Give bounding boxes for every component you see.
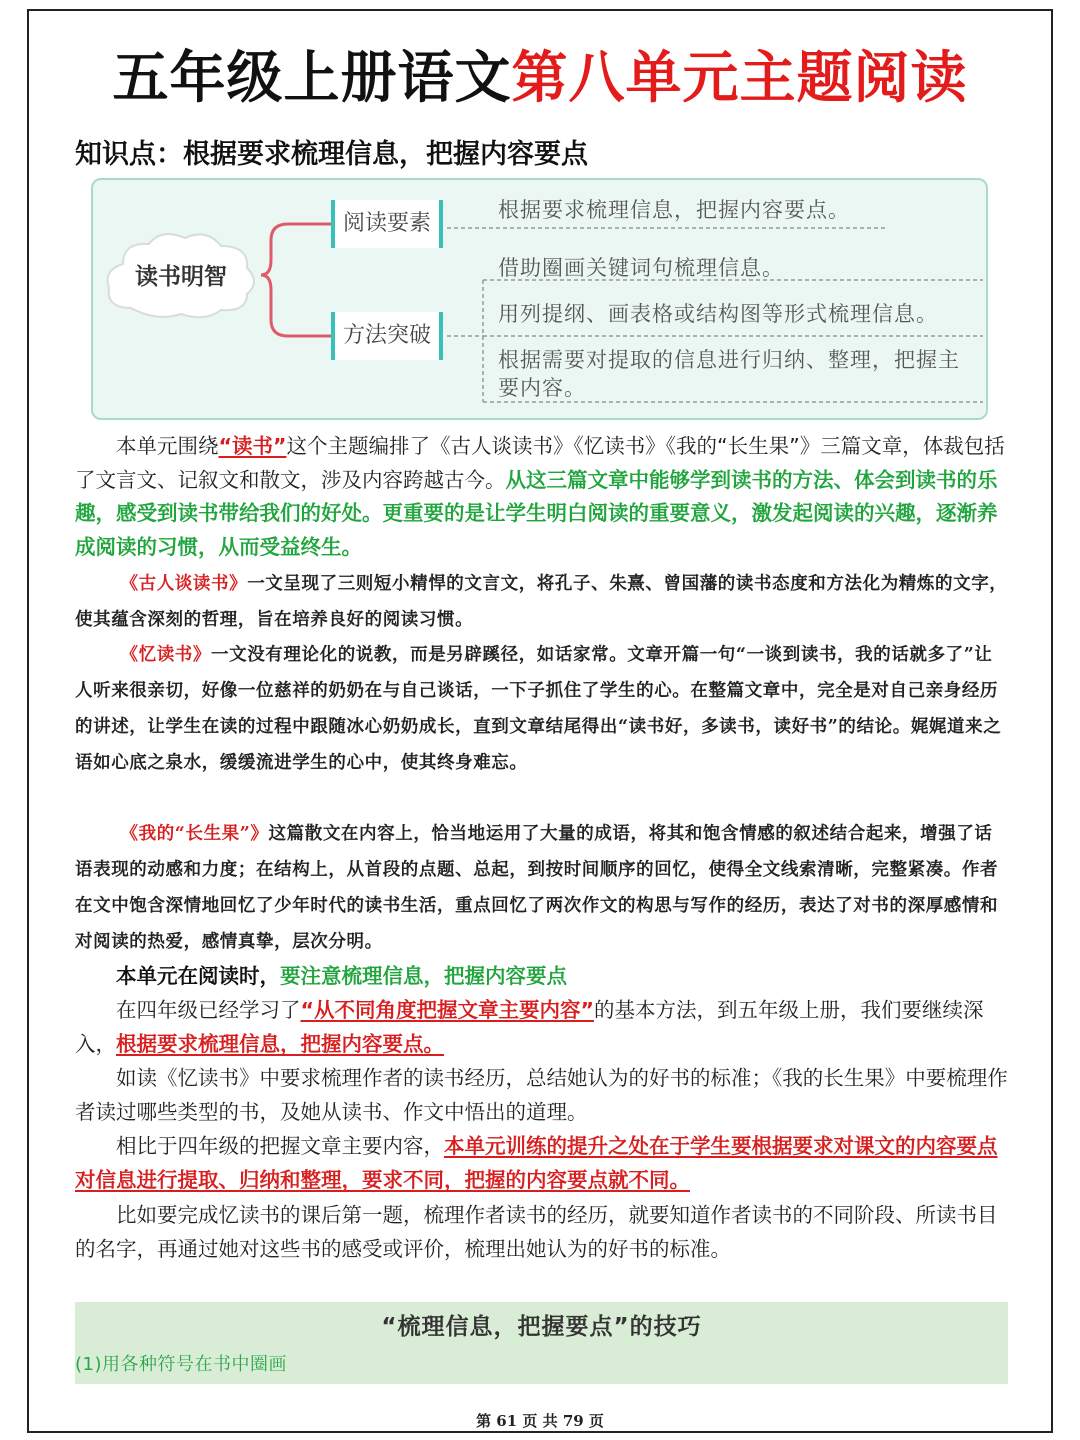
tips-title: “梳理信息，把握要点”的技巧: [381, 1314, 702, 1340]
text-title: 《古人谈读书》: [120, 574, 248, 594]
intro-text: 本单元围绕: [116, 434, 219, 458]
text-title: 《忆读书》: [120, 645, 211, 665]
example-paragraph: 如读《忆读书》中要求梳理作者的读书经历，总结她认为的好书的标准；《我的长生果》中要梳理作者读过哪些类型的书，及她从读书、作文中悟出的道理。: [75, 1066, 1008, 1124]
grade4-keyword: “从不同角度把握文章主要内容”: [300, 998, 594, 1022]
intro-highlight: 从这三篇文章中能够学到读书的方法、体会到读书的乐趣，感受到读书带给我们的好处。更重要的是让学生明白阅读的重要意义，激发起阅读的兴趣，逐渐养成阅读的习惯，从而受益终生。: [75, 467, 998, 559]
focus-highlight: 要注意梳理信息，把握内容要点: [280, 964, 567, 988]
text-summary-1: [75, 566, 1010, 638]
grade4-text: 在四年级已经学习了: [116, 998, 301, 1022]
grade4-paragraph: [75, 994, 1010, 1061]
page-number: 第 61 页 共 79 页: [476, 1412, 604, 1430]
compare-text: 相比于四年级的把握文章主要内容，: [116, 1134, 444, 1158]
text-title: 《我的“长生果”》: [120, 824, 269, 844]
tips-item: (1)用各种符号在书中圈画: [75, 1354, 287, 1375]
text-body: 一文没有理论化的说教，而是另辟蹊径，如话家常。文章开篇一句“一谈到读书，我的话就多了”让人听来很亲切，好像一位慈祥的奶奶在与自己谈话，一下子抓住了学生的心。在整篇文章中，完全是对自己亲身经历的讲述，让学生在读的过程中跟随冰心奶奶成长，直到文章结尾得出“读书好，多读书，读好书”的结论。娓娓道来之语如心底之泉水，缓缓流进学生的心中，使其终身难忘。: [75, 645, 1002, 773]
mind-map-leaf: 根据需要对提取的信息进行归纳、整理，把握主要内容。: [498, 348, 960, 400]
mind-map-node-method: 方法突破: [331, 312, 443, 360]
compare-paragraph: [75, 1130, 1010, 1197]
text-summary-2: [75, 637, 1010, 781]
compare-highlight: 本单元训练的提升之处在于学生要根据要求对课文的内容要点对信息进行提取、归纳和整理，要求不同，把握的内容要点就不同。: [75, 1134, 998, 1192]
title-grade: 五年级上册语文: [112, 46, 512, 111]
mind-map-root: 读书明智: [135, 264, 227, 290]
intro-paragraph: [75, 430, 1010, 564]
intro-keyword: “读书”: [218, 434, 287, 458]
text-body: 一文呈现了三则短小精悍的文言文，将孔子、朱熹、曾国藩的读书态度和方法化为精炼的文字，使其蕴含深刻的哲理，旨在培养良好的阅读习惯。: [75, 574, 1008, 630]
grade4-text: 的基本方法，到五年级上册，我们要继续深入，: [75, 998, 984, 1056]
page-title: [0, 44, 1080, 114]
grade4-goal: 根据要求梳理信息，把握内容要点。: [116, 1031, 444, 1056]
focus-paragraph: [75, 960, 1010, 994]
title-unit: 第八单元主题阅读: [511, 46, 968, 111]
mind-map-leaf: 根据要求梳理信息，把握内容要点。: [498, 198, 850, 222]
knowledge-point-heading: 知识点：根据要求梳理信息，把握内容要点: [75, 139, 588, 170]
mind-map-leaf: 借助圈画关键词句梳理信息。: [498, 256, 784, 280]
tips-box: [75, 1302, 1008, 1384]
last-paragraph: 比如要完成忆读书的课后第一题，梳理作者读书的经历，就要知道作者读书的不同阶段、所读书目的名字，再通过她对这些书的感受或评价，梳理出她认为的好书的标准。: [75, 1203, 998, 1261]
text-summary-3: [75, 816, 1010, 960]
mind-map-node-reading-element: 阅读要素: [331, 200, 443, 248]
intro-text: 这个主题编排了《古人谈读书》《忆读书》《我的“长生果”》三篇文章，体裁包括了文言文、记叙文和散文，涉及内容跨越古今。: [75, 434, 1005, 492]
mind-map-leaf: 用列提纲、画表格或结构图等形式梳理信息。: [498, 302, 938, 326]
focus-lead: 本单元在阅读时，: [116, 964, 280, 988]
mind-map: [91, 178, 988, 420]
text-body: 这篇散文在内容上，恰当地运用了大量的成语，将其和饱含情感的叙述结合起来，增强了话语表现的动感和力度；在结构上，从首段的点题、总起，到按时间顺序的回忆，使得全文线索清晰，完整紧凑。作者在文中饱含深情地回忆了少年时代的读书生活，重点回忆了两次作文的构思与写作的经历，表达了对书的深厚感情和对阅读的热爱，感情真挚，层次分明。: [75, 824, 999, 952]
